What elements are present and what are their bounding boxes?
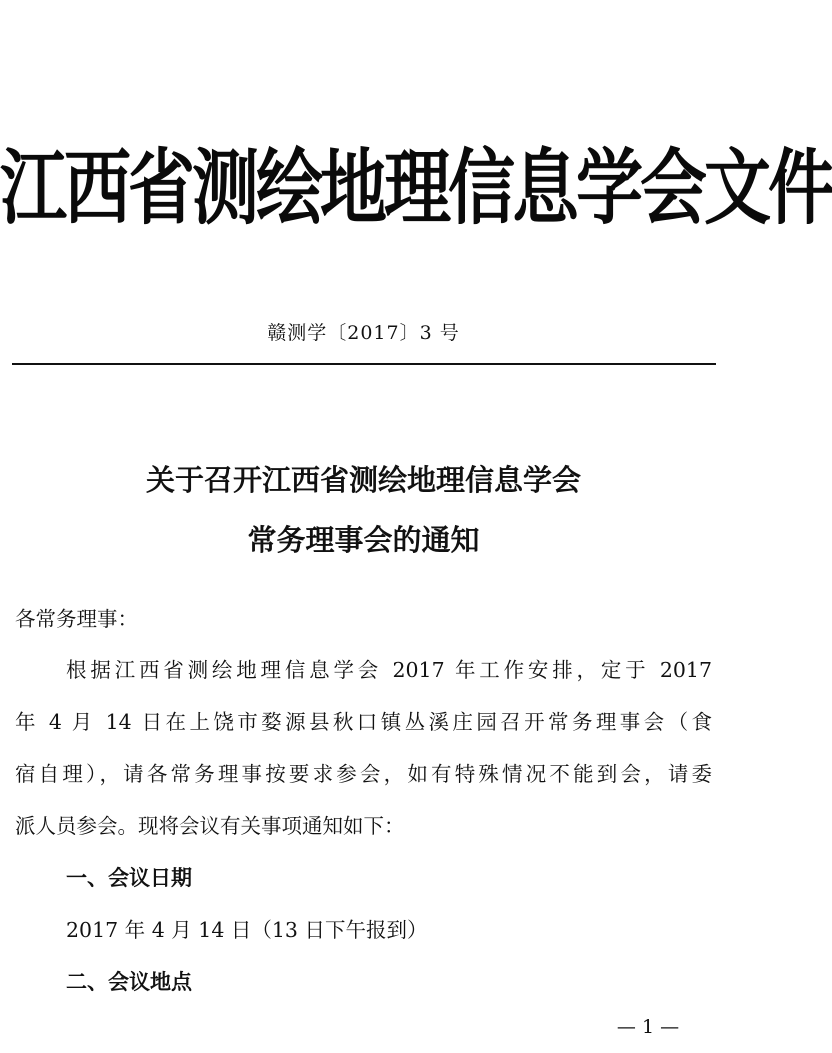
- paragraph-line-3: 宿自理），请各常务理事按要求参会，如有特殊情况不能到会，请委: [15, 762, 712, 786]
- document-masthead: 江西省测绘地理信息学会文件: [0, 140, 832, 236]
- section-heading-meeting-date: 一、会议日期: [66, 866, 192, 890]
- salutation: 各常务理事：: [15, 607, 138, 631]
- header-divider: [12, 363, 716, 365]
- paragraph-line-2: 年 4 月 14 日在上饶市婺源县秋口镇丛溪庄园召开常务理事会（食: [15, 710, 712, 734]
- notice-title-line-2: 常务理事会的通知: [247, 523, 480, 557]
- notice-title-line-1: 关于召开江西省测绘地理信息学会: [145, 463, 581, 497]
- document-number: 赣测学〔2017〕3 号: [267, 322, 460, 344]
- page-number: — 1 —: [616, 1016, 680, 1038]
- section-heading-meeting-venue: 二、会议地点: [66, 970, 192, 994]
- meeting-date-text: 2017 年 4 月 14 日（13 日下午报到）: [66, 918, 428, 942]
- paragraph-line-1: 根据江西省测绘地理信息学会 2017 年工作安排，定于 2017: [66, 658, 712, 682]
- paragraph-line-4: 派人员参会。现将会议有关事项通知如下：: [15, 814, 405, 838]
